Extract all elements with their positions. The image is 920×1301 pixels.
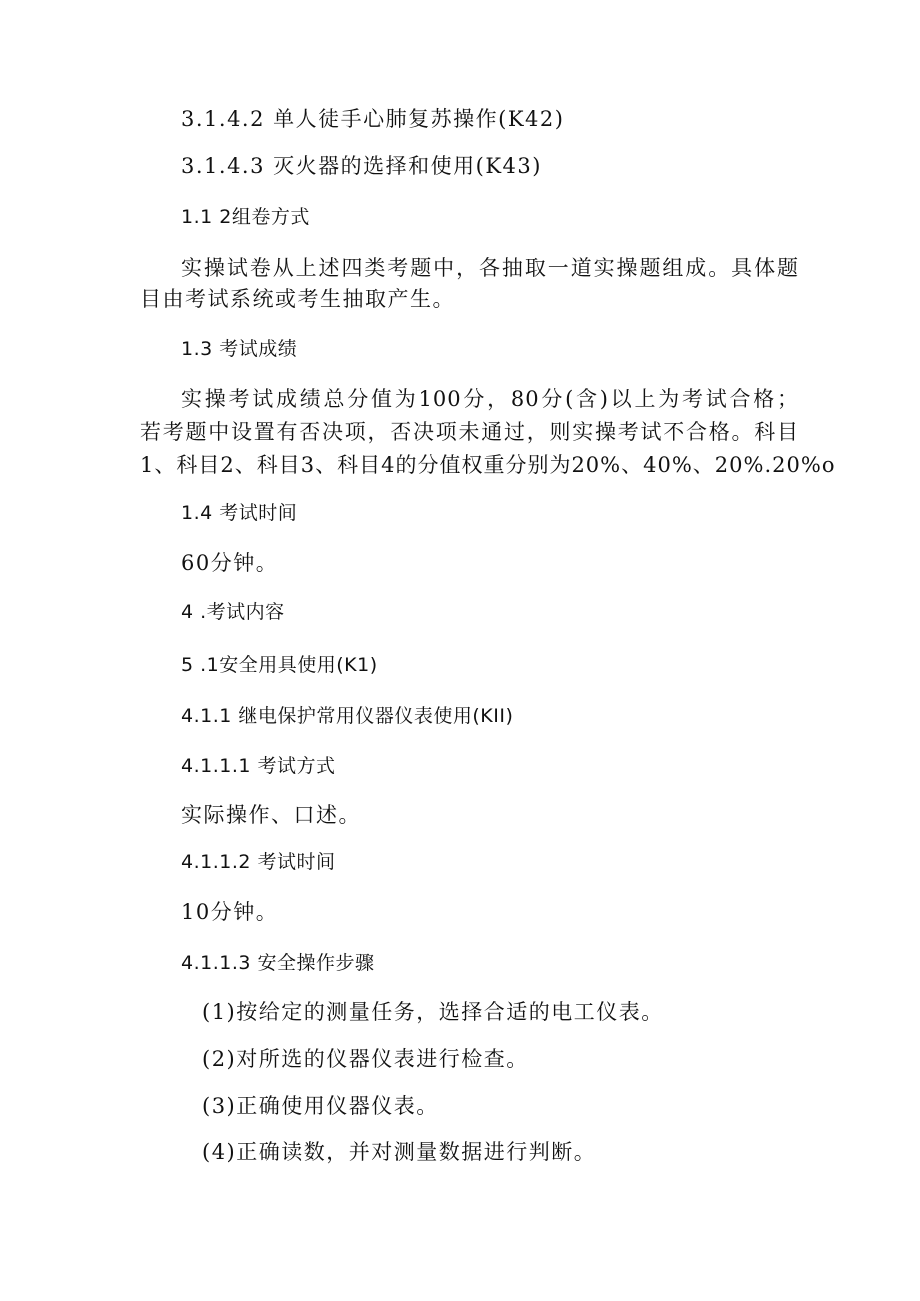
step-3: (3)正确使用仪器仪表。 — [202, 1094, 439, 1118]
paragraph-exam-duration: 60分钟。 — [181, 551, 279, 575]
paragraph-exam-paper-line-2: 目由考试系统或考生抽取产生。 — [140, 287, 455, 311]
paragraph-exam-time: 10分钟。 — [181, 900, 279, 924]
heading-5-1: 5 .1安全用具使用(K1) — [181, 654, 378, 676]
heading-4: 4 .考试内容 — [181, 601, 285, 623]
heading-1-1-2: 1.1 2组卷方式 — [181, 206, 310, 228]
step-4: (4)正确读数，并对测量数据进行判断。 — [202, 1140, 597, 1164]
clause-3-1-4-3: 3.1.4.3 灭火器的选择和使用(K43) — [181, 154, 542, 178]
heading-1-3: 1.3 考试成绩 — [181, 338, 298, 360]
heading-4-1-1-3: 4.1.1.3 安全操作步骤 — [181, 952, 375, 974]
heading-4-1-1-2: 4.1.1.2 考试时间 — [181, 851, 336, 873]
step-1: (1)按给定的测量任务，选择合适的电工仪表。 — [202, 1000, 664, 1024]
paragraph-score-line-3: 1、科目2、科目3、科目4的分值权重分别为20%、40%、20%.20%o — [140, 453, 836, 477]
heading-4-1-1: 4.1.1 继电保护常用仪器仪表使用(KII) — [181, 705, 514, 727]
paragraph-score-line-2: 若考题中设置有否决项，否决项未通过，则实操考试不合格。科目 — [140, 420, 799, 444]
heading-4-1-1-1: 4.1.1.1 考试方式 — [181, 755, 336, 777]
clause-3-1-4-2: 3.1.4.2 单人徒手心肺复苏操作(K42) — [181, 107, 565, 131]
step-2: (2)对所选的仪器仪表进行检查。 — [202, 1047, 529, 1071]
paragraph-score-line-1: 实操考试成绩总分值为100分，80分(含)以上为考试合格； — [181, 387, 799, 411]
paragraph-exam-paper-line-1: 实操试卷从上述四类考题中，各抽取一道实操题组成。具体题 — [181, 256, 799, 280]
paragraph-exam-method: 实际操作、口述。 — [181, 803, 361, 827]
heading-1-4: 1.4 考试时间 — [181, 502, 298, 524]
